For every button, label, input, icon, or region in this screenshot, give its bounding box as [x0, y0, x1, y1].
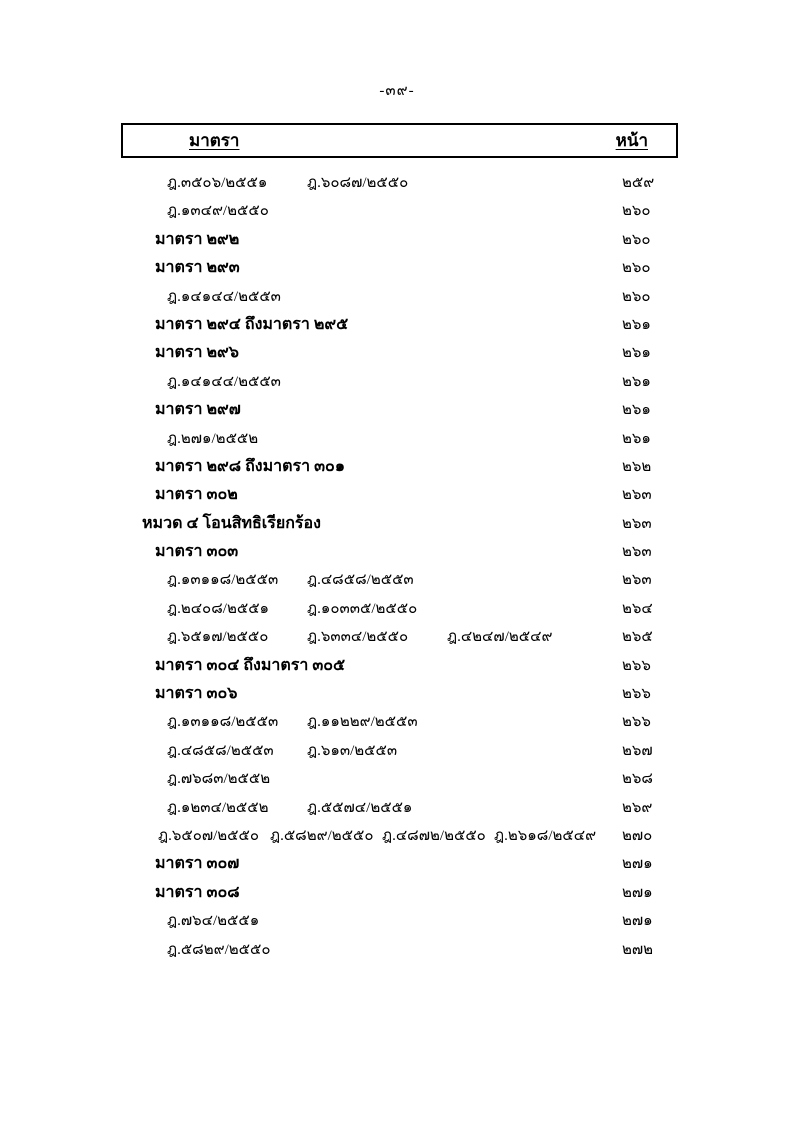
page-number: ๒๖๕: [622, 629, 653, 646]
page-number: ๒๗๒: [622, 941, 654, 958]
dika-refs: [121, 426, 622, 450]
dika-refs: [121, 284, 622, 308]
section-label: มาตรา ๒๙๓: [155, 259, 240, 277]
dika-refs: [121, 738, 622, 762]
section-label: มาตรา ๓๐๘: [155, 883, 240, 901]
dika-refs: [121, 198, 622, 222]
toc-row: [121, 227, 678, 255]
dika-ref: ฎ.๕๕๗๔/๒๕๕๑: [307, 799, 413, 816]
toc-row: [121, 653, 678, 681]
page-number: ๒๗๑: [622, 884, 653, 901]
toc-row: [121, 880, 678, 908]
dika-refs: [121, 937, 622, 961]
dika-refs: [121, 369, 622, 393]
page-number: ๒๖๓: [622, 544, 652, 561]
dika-ref: ฎ.๕๘๒๙/๒๕๕๐: [270, 827, 374, 844]
page-number: ๒๖๗: [622, 742, 653, 759]
dika-ref: ฎ.๖๕๑๗/๒๕๕๐: [167, 629, 269, 646]
dika-ref: ฎ.๒๖๑๘/๒๕๔๙: [494, 827, 597, 844]
dika-ref: ฎ.๑๓๑๑๘/๒๕๕๓: [167, 714, 279, 731]
toc-row: [121, 340, 678, 368]
toc-row: [121, 738, 678, 766]
toc-row: [121, 255, 678, 283]
section-label: มาตรา ๓๐๔ ถึงมาตรา ๓๐๕: [155, 656, 346, 674]
dika-refs: [121, 170, 622, 194]
toc-row: [121, 312, 678, 340]
toc-row: [121, 795, 678, 823]
toc-row: [121, 624, 678, 652]
page-number: ๒๖๖: [622, 657, 651, 674]
toc-row: [121, 567, 678, 595]
page-number: ๒๖๔: [622, 600, 653, 617]
section-label: มาตรา ๓๐๓: [155, 543, 239, 561]
dika-ref: ฎ.๑๒๓๔/๒๕๕๒: [167, 799, 269, 816]
page-number: ๒๕๙: [622, 175, 655, 191]
toc-row: [121, 766, 678, 794]
toc-row: [121, 908, 678, 936]
dika-ref: ฎ.๔๘๗๒/๒๕๕๐: [382, 827, 486, 844]
dika-ref: ฎ.๗๖๘๓/๒๕๕๒: [167, 771, 271, 788]
dika-ref: ฎ.๑๓๑๑๘/๒๕๕๓: [167, 572, 279, 589]
toc-header-box: [121, 123, 678, 158]
toc-header-page: หน้า: [615, 131, 648, 150]
dika-ref: ฎ.๑๔๑๔๔/๒๕๕๓: [167, 373, 281, 390]
section-label: มาตรา ๓๐๒: [155, 486, 238, 504]
dika-ref: ฎ.๒๔๐๘/๒๕๕๑: [167, 600, 270, 617]
toc-row: [121, 511, 678, 539]
dika-ref: ฎ.๖๓๓๔/๒๕๕๐: [307, 629, 409, 646]
toc-header-matra: มาตรา: [189, 131, 240, 150]
toc-row: [121, 539, 678, 567]
page-number-top: -๓๙-: [379, 83, 415, 99]
dika-ref: ฎ.๖๑๓/๒๕๕๓: [307, 742, 398, 759]
page-number: ๒๖๓: [622, 515, 652, 532]
section-label: มาตรา ๒๙๒: [155, 230, 240, 248]
toc-row: [121, 681, 678, 709]
toc-row: [121, 937, 678, 965]
page-number: ๒๖๐: [622, 288, 651, 305]
page-number: ๒๗๐: [622, 827, 653, 844]
page-number: ๒๖๑: [622, 430, 651, 447]
dika-refs: [121, 766, 622, 790]
toc-row: [121, 170, 678, 198]
page-number: ๒๖๑: [622, 345, 651, 362]
section-label: มาตรา ๒๙๘ ถึงมาตรา ๓๐๑: [155, 457, 345, 475]
page-number: ๒๖๐: [622, 203, 651, 220]
dika-ref: ฎ.๕๘๒๙/๒๕๕๐: [167, 941, 271, 958]
page-number: ๒๖๖: [622, 686, 651, 703]
page-number: ๒๖๑: [622, 402, 651, 419]
dika-refs: [121, 624, 622, 648]
dika-refs: [121, 596, 622, 620]
dika-refs: [121, 823, 622, 847]
page-number: ๒๖๓: [622, 487, 652, 504]
dika-ref: ฎ.๗๖๔/๒๕๕๑: [167, 913, 260, 930]
section-label: มาตรา ๒๙๖: [155, 344, 239, 362]
dika-ref: ฎ.๔๘๕๘/๒๕๕๓: [307, 572, 414, 589]
toc-row: [121, 596, 678, 624]
dika-ref: ฎ.๒๗๑/๒๕๕๒: [167, 430, 259, 447]
page-number: ๒๖๒: [622, 458, 652, 475]
dika-ref: ฎ.๔๘๕๘/๒๕๕๓: [167, 742, 274, 759]
dika-ref: ฎ.๑๔๑๔๔/๒๕๕๓: [167, 288, 281, 305]
dika-ref: ฎ.๖๕๐๗/๒๕๕๐: [158, 827, 260, 844]
page-number: ๒๖๓: [622, 572, 652, 589]
section-label: มาตรา ๒๙๗: [155, 401, 241, 419]
toc-row: [121, 284, 678, 312]
toc-row: [121, 823, 678, 851]
toc-row: [121, 454, 678, 482]
section-label: มาตรา ๓๐๖: [155, 685, 238, 703]
dika-ref: ฎ.๑๐๓๓๕/๒๕๕๐: [307, 600, 418, 617]
dika-refs: [121, 908, 622, 932]
dika-refs: [121, 795, 622, 819]
toc-row: [121, 397, 678, 425]
page-number: ๒๖๘: [622, 771, 653, 788]
section-label: มาตรา ๓๐๗: [155, 855, 240, 873]
page-number: ๒๖๐: [622, 231, 651, 248]
toc-row: [121, 709, 678, 737]
toc-rows: [121, 170, 678, 965]
dika-ref: ฎ.๖๐๘๗/๒๕๕๐: [307, 175, 409, 191]
page-number: ๒๖๖: [622, 714, 651, 731]
toc-row: [121, 851, 678, 879]
section-label: มาตรา ๒๙๔ ถึงมาตรา ๒๙๕: [155, 315, 349, 333]
dika-refs: [121, 567, 622, 591]
dika-ref: ฎ.๓๕๐๖/๒๕๕๑: [167, 175, 268, 191]
page-number: ๒๖๑: [622, 316, 651, 333]
dika-ref: ฎ.๑๑๒๒๙/๒๕๕๓: [307, 714, 418, 731]
dika-ref: ฎ.๔๒๔๗/๒๕๔๙: [447, 629, 553, 646]
toc-row: [121, 369, 678, 397]
dika-refs: [121, 709, 622, 733]
dika-ref: ฎ.๑๓๔๙/๒๕๕๐: [167, 203, 269, 220]
page-number: ๒๖๑: [622, 373, 651, 390]
page-number: ๒๖๙: [622, 799, 653, 816]
page-number: ๒๖๐: [622, 260, 651, 277]
toc-row: [121, 198, 678, 226]
page-number: ๒๗๑: [622, 913, 653, 930]
page-number: ๒๗๑: [622, 856, 653, 873]
toc-row: [121, 426, 678, 454]
chapter-label: หมวด ๔ โอนสิทธิเรียกร้อง: [142, 514, 321, 532]
toc-row: [121, 482, 678, 510]
